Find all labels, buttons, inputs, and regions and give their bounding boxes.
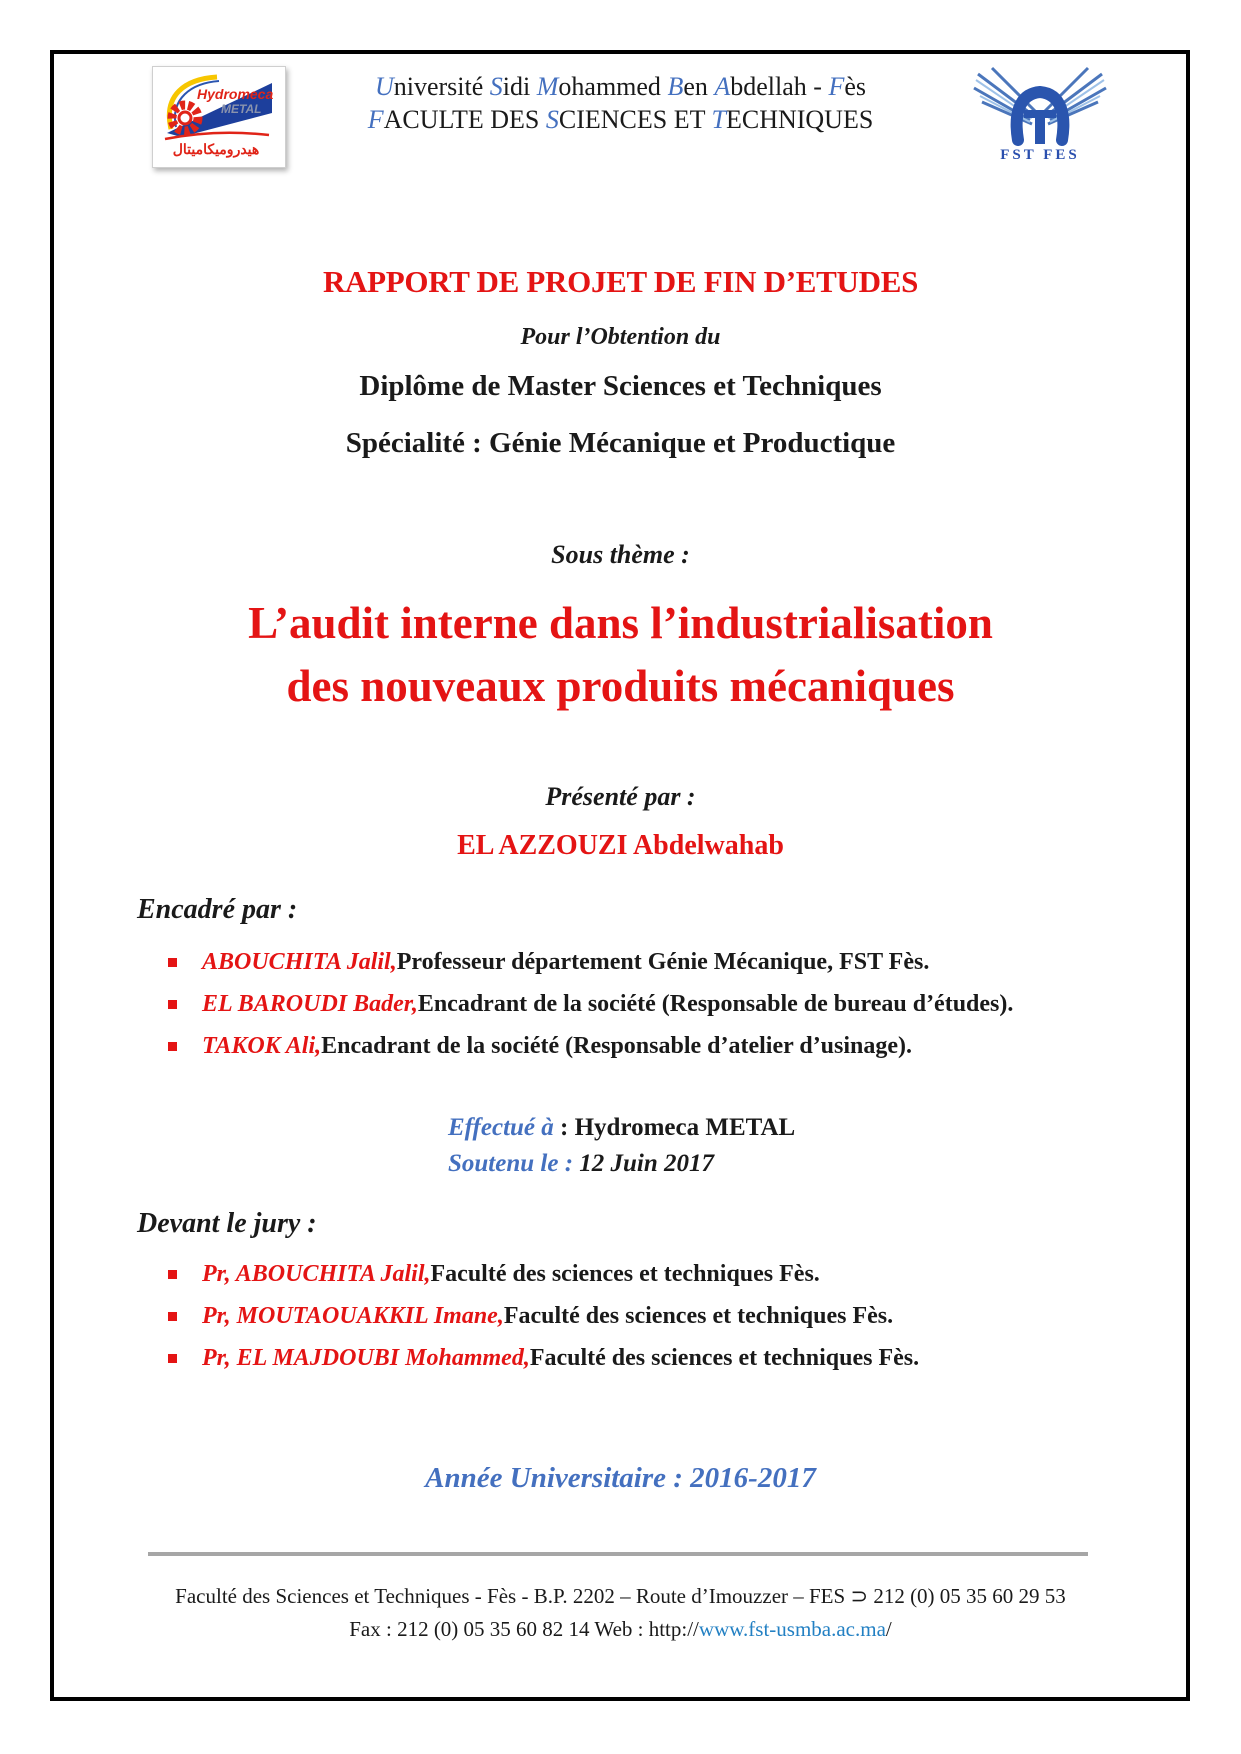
supervisor-item: TAKOK Ali, Encadrant de la société (Responsable d’atelier d’usinage). <box>168 1030 1013 1063</box>
sub-theme-label: Sous thème : <box>551 540 690 569</box>
website-link[interactable]: www.fst-usmba.ac.ma <box>698 1617 886 1641</box>
bullet-square-icon <box>168 1000 177 1009</box>
bullet-square-icon <box>168 1354 177 1363</box>
phone-symbol-icon: ⊃ <box>850 1584 869 1608</box>
diploma-line: Diplôme de Master Sciences et Techniques <box>359 370 882 402</box>
jury-label: Devant le jury : <box>137 1208 317 1239</box>
jury-item: Pr, ABOUCHITA Jalil, Faculté des sciences et techniques Fès. <box>168 1258 919 1291</box>
supervisors-list <box>168 946 1013 1072</box>
bullet-square-icon <box>168 1312 177 1321</box>
supervisor-item: ABOUCHITA Jalil, Professeur département Génie Mécanique, FST Fès. <box>168 946 1013 979</box>
fst-fes-logo <box>972 64 1108 164</box>
bullet-square-icon <box>168 958 177 967</box>
location-block <box>448 1110 795 1182</box>
logo-name-line2: METAL <box>221 102 262 116</box>
logo-t-bar <box>1024 110 1056 118</box>
jury-list <box>168 1258 919 1384</box>
bullet-square-icon <box>168 1042 177 1051</box>
for-obtention-line: Pour l’Obtention du <box>520 324 721 350</box>
academic-year: Année Universitaire : 2016-2017 <box>425 1462 816 1494</box>
university-name-line: Université Sidi Mohammed Ben Abdellah - Fès <box>374 72 867 101</box>
main-title-line2: des nouveaux produits mécaniques <box>286 661 955 711</box>
supervisor-item: EL BAROUDI Bader, Encadrant de la société (Responsable de bureau d’études). <box>168 988 1013 1021</box>
jury-item: Pr, EL MAJDOUBI Mohammed, Faculté des sciences et techniques Fès. <box>168 1342 919 1375</box>
fst-logo-graphic <box>972 64 1108 164</box>
fst-logo-caption: FST FES <box>1000 147 1080 163</box>
jury-item: Pr, MOUTAOUAKKIL Imane, Faculté des sciences et techniques Fès. <box>168 1300 919 1333</box>
footer-divider <box>148 1552 1088 1556</box>
footer-address-line: Faculté des Sciences et Techniques - Fès - B.P. 2202 – Route d’Imouzzer – FES ⊃ 212 (0) 05 35 60 29 53 <box>175 1584 1066 1608</box>
logo-name-line1: Hydromeca <box>197 86 274 102</box>
defended-on-line: Soutenu le : 12 Juin 2017 <box>448 1150 715 1177</box>
presented-by-label: Présenté par : <box>545 782 696 811</box>
footer <box>0 1580 1241 1646</box>
author-name: EL AZZOUZI Abdelwahab <box>457 830 784 861</box>
specialty-line: Spécialité : Génie Mécanique et Productique <box>345 427 896 459</box>
faculty-name-line: FACULTE DES SCIENCES ET TECHNIQUES <box>367 105 874 134</box>
main-title <box>0 592 1241 718</box>
report-title: RAPPORT DE PROJET DE FIN D’ETUDES <box>322 264 919 299</box>
logo-arabic-text: هيدروميكاميتال <box>172 141 260 157</box>
footer-contact-line: Fax : 212 (0) 05 35 60 82 14 Web : http://www.fst-usmba.ac.ma/ <box>349 1617 892 1641</box>
main-title-line1: L’audit interne dans l’industrialisation <box>248 598 993 648</box>
supervised-by-label: Encadré par : <box>137 894 298 925</box>
performed-at-line: Effectué à : Hydromeca METAL <box>448 1114 796 1141</box>
bullet-square-icon <box>168 1270 177 1279</box>
